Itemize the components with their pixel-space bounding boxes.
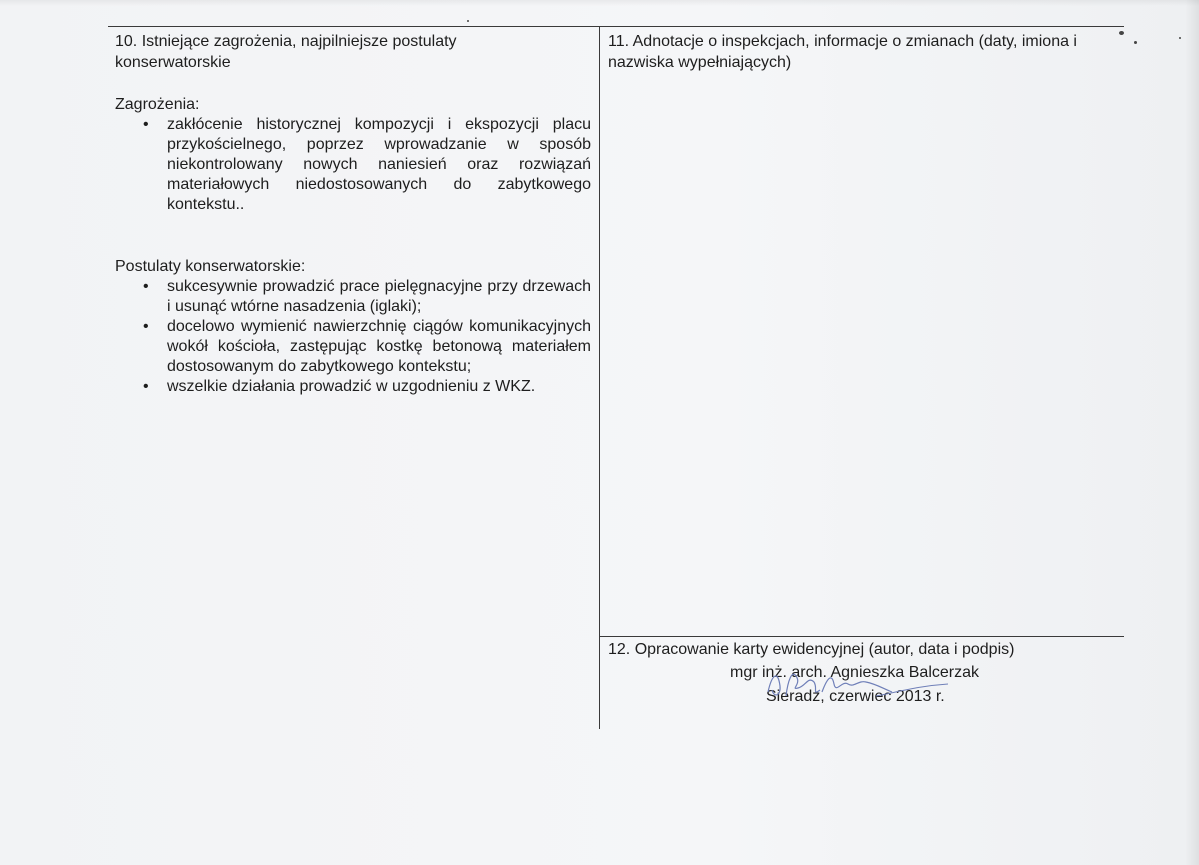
place-and-date: Sieradz, czerwiec 2013 r. [766,688,945,705]
scan-shadow-top [0,0,1199,6]
handwritten-signature [758,662,958,706]
threats-label: Zagrożenia: [115,96,200,113]
section12-top-rule [599,636,1124,637]
postulates-list [115,277,591,397]
scan-speck [1134,41,1137,44]
section10-cell [115,31,591,397]
scan-speck [467,20,469,22]
author-name: mgr inż. arch. Agnieszka Balcerzak [730,664,979,681]
section10-heading: 10. Istniejące zagrożenia, najpilniejsze postulaty konserwatorskie [115,33,457,71]
section11-cell [608,31,1128,73]
postulates-label: Postulaty konserwatorskie: [115,258,306,275]
scan-shadow-right [1185,0,1199,865]
scan-speck [1119,31,1124,35]
section12-cell [608,639,1123,660]
table-top-rule [108,26,1124,27]
threats-list [115,115,591,215]
scan-speck [1179,37,1181,39]
column-divider [599,26,600,729]
list-item: • docelowo wymienić nawierzchnię ciągów komunikacyjnych wokół kościoła, zastępując kostkę betonową materiałem dostosowanym do zabytkowego kontekstu; [115,317,591,377]
section12-heading: 12. Opracowanie karty ewidencyjnej (autor, data i podpis) [608,641,1015,658]
list-item: • sukcesywnie prowadzić prace pielęgnacyjne przy drzewach i usunąć wtórne nasadzenia (iglaki); [115,277,591,317]
list-item: • zakłócenie historycznej kompozycji i ekspozycji placu przykościelnego, poprzez wprowadzanie w sposób niekontrolowany nowych naniesień oraz rozwiązań materiałowych niedostosowanych do zabytkowego kontekstu.. [115,115,591,215]
list-item: • wszelkie działania prowadzić w uzgodnieniu z WKZ. [115,377,591,397]
section11-heading: 11. Adnotacje o inspekcjach, informacje o zmianach (daty, imiona i nazwiska wypełniających) [608,33,1077,71]
